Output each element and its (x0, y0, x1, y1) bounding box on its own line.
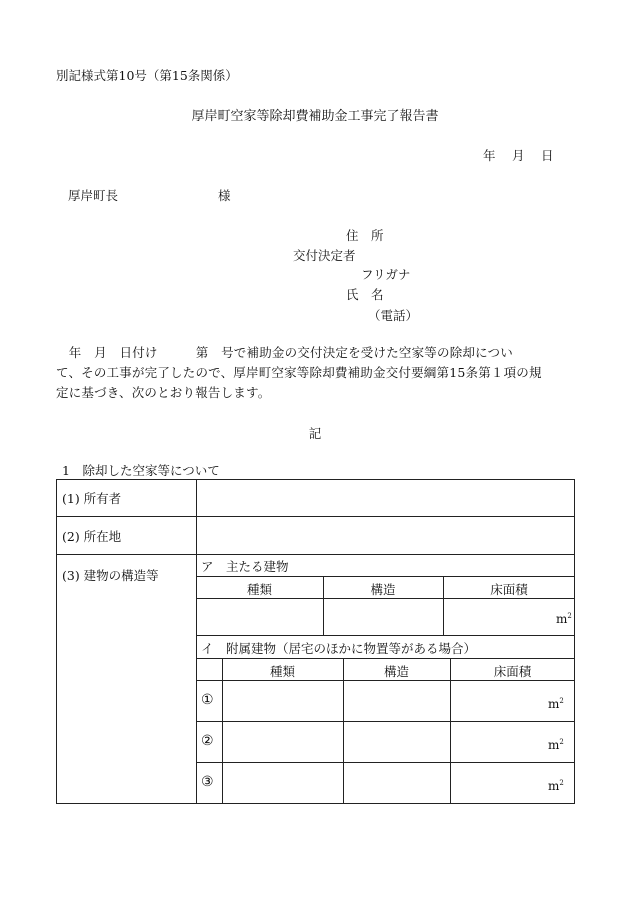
body-line-1: 年 月 日付け 第 号で補助金の交付決定を受けた空家等の除却につい (56, 345, 513, 360)
annex-col-area: 床面積 (493, 664, 532, 679)
date-year: 年 (483, 148, 496, 163)
document-title: 厚岸町空家等除却費補助金工事完了報告書 (191, 109, 439, 124)
table-row-divider (196, 576, 575, 577)
annex-row-2-unit: $m^2$ (548, 738, 564, 752)
applicant-tel-label: （電話） (368, 308, 419, 323)
date-month: 月 (512, 148, 525, 163)
annex-col-structure: 構造 (383, 664, 409, 679)
annex-building-heading: イ 附属建物（居宅のほかに物置等がある場合） (201, 641, 477, 656)
applicant-decided-label: 交付決定者 (293, 248, 356, 263)
annex-col-type: 種類 (269, 664, 295, 679)
main-building-heading: ア 主たる建物 (201, 559, 289, 574)
applicant-name-label: 氏 名 (346, 287, 384, 302)
applicant-address-label: 住 所 (346, 228, 384, 243)
location-label: (2) 所在地 (62, 529, 122, 544)
form-id: 別記様式第10号（第15条関係） (56, 68, 238, 83)
annex-row-1-unit: $m^2$ (548, 697, 564, 711)
annex-row-2-number: ② (201, 733, 214, 749)
table-row-divider (196, 658, 575, 659)
body-line-2: て、その工事が完了したので、厚岸町空家等除却費補助金交付要綱第15条第１項の規 (56, 365, 542, 380)
body-line-3: 定に基づき、次のとおり報告します。 (56, 385, 271, 400)
table-row-divider (56, 516, 575, 517)
structure-label: (3) 建物の構造等 (62, 568, 159, 583)
addressee-name: 厚岸町長 (68, 188, 119, 203)
table-row-divider (196, 721, 575, 722)
report-body (56, 343, 576, 403)
table-row-divider (196, 762, 575, 763)
table-row-divider (196, 635, 575, 636)
table-row-divider (196, 680, 575, 681)
section-1-heading: 1 除却した空家等について (62, 463, 220, 478)
annex-row-3-number: ③ (201, 774, 214, 790)
main-area-unit: $m^2$ (556, 612, 572, 626)
annex-row-1-number: ① (201, 692, 214, 708)
main-col-type: 種類 (246, 582, 272, 597)
annex-row-3-unit: $m^2$ (548, 779, 564, 793)
ki-heading: 記 (308, 426, 322, 441)
addressee-honorific: 様 (218, 188, 231, 203)
applicant-furigana-label: フリガナ (361, 267, 411, 282)
table-row-divider (196, 598, 575, 599)
owner-label: (1) 所有者 (62, 491, 122, 506)
main-col-area: 床面積 (490, 582, 528, 597)
date-day: 日 (541, 148, 554, 163)
table-label-divider (196, 479, 197, 804)
table-row-divider (56, 554, 575, 555)
main-col-structure: 構造 (370, 582, 396, 597)
